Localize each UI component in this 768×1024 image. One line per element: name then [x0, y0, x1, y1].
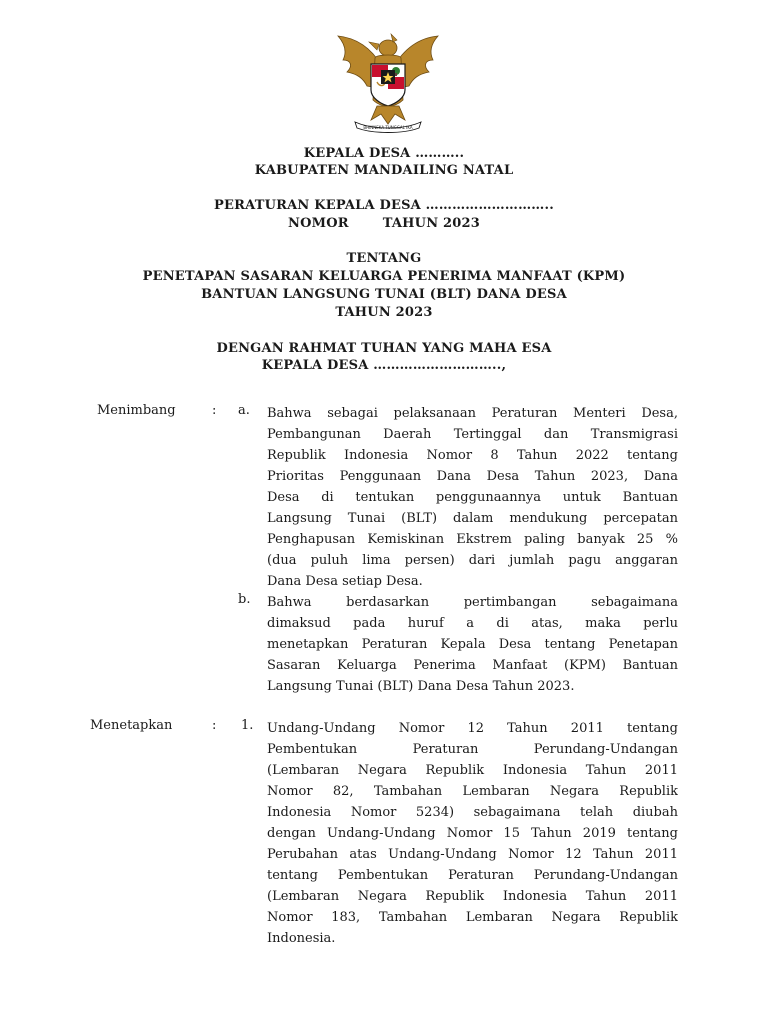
- menetapkan-item-1: [267, 718, 678, 949]
- menimbang-colon: :: [212, 403, 217, 418]
- text-line: Dana Desa setiap Desa.: [267, 574, 423, 589]
- text-line: Indonesia Nomor 5234) sebagaimana telah diubah: [267, 805, 678, 820]
- text-line: Penghapusan Kemiskinan Ekstrem paling banyak 25 %: [267, 532, 678, 547]
- header-kepala-desa: KEPALA DESA ………..: [303, 146, 465, 161]
- text-line: (Lembaran Negara Republik Indonesia Tahun 2011: [267, 889, 678, 904]
- header-rahmat: DENGAN RAHMAT TUHAN YANG MAHA ESA: [216, 341, 552, 356]
- text-line: menetapkan Peraturan Kepala Desa tentang Penetapan: [267, 637, 678, 652]
- menetapkan-label: Menetapkan: [90, 718, 173, 733]
- text-line: Indonesia.: [267, 931, 336, 946]
- header-nomor: NOMOR: [288, 216, 349, 231]
- header-tahun: TAHUN 2023: [382, 216, 480, 231]
- menimbang-label: Menimbang: [97, 403, 176, 418]
- header-peraturan: PERATURAN KEPALA DESA ………………………..: [214, 198, 554, 213]
- text-line: tentang Pembentukan Peraturan Perundang-Undangan: [267, 868, 678, 883]
- header-nomor-tahun: [0, 216, 768, 231]
- text-line: Undang-Undang Nomor 12 Tahun 2011 tentang: [267, 721, 678, 736]
- menimbang-item-a: [267, 403, 678, 592]
- item-marker-b: b.: [238, 592, 251, 607]
- item-marker-1: 1.: [241, 718, 254, 733]
- text-line: Bahwa berdasarkan pertimbangan sebagaimana: [267, 595, 678, 610]
- header-kepala-desa-2: KEPALA DESA ………………………..,: [261, 358, 507, 373]
- header-title-line-3: TAHUN 2023: [335, 305, 433, 320]
- text-line: (dua puluh lima persen) dari jumlah pagu anggaran: [267, 553, 678, 568]
- text-line: Langsung Tunai (BLT) dalam mendukung percepatan: [267, 511, 678, 526]
- text-line: Prioritas Penggunaan Dana Desa Tahun 2023, Dana: [267, 469, 678, 484]
- text-line: Bahwa sebagai pelaksanaan Peraturan Menteri Desa,: [267, 406, 678, 421]
- text-line: Nomor 183, Tambahan Lembaran Negara Republik: [267, 910, 678, 925]
- text-line: Langsung Tunai (BLT) Dana Desa Tahun 2023.: [267, 679, 575, 694]
- header-title-line-1: PENETAPAN SASARAN KELUARGA PENERIMA MANFAAT (KPM): [142, 269, 626, 284]
- text-line: Sasaran Keluarga Penerima Manfaat (KPM) Bantuan: [267, 658, 678, 673]
- text-line: Pembentukan Peraturan Perundang-Undangan: [267, 742, 678, 757]
- text-line: Republik Indonesia Nomor 8 Tahun 2022 tentang: [267, 448, 678, 463]
- svg-text:BHINNEKA TUNGGAL IKA: BHINNEKA TUNGGAL IKA: [363, 125, 413, 130]
- text-line: dengan Undang-Undang Nomor 15 Tahun 2019 tentang: [267, 826, 678, 841]
- text-line: Pembangunan Daerah Tertinggal dan Transmigrasi: [267, 427, 678, 442]
- header-tentang: TENTANG: [346, 251, 422, 266]
- menetapkan-colon: :: [212, 718, 217, 733]
- garuda-emblem: [333, 30, 443, 135]
- header-kabupaten: KABUPATEN MANDAILING NATAL: [254, 163, 514, 178]
- text-line: Perubahan atas Undang-Undang Nomor 12 Tahun 2011: [267, 847, 678, 862]
- text-line: Nomor 82, Tambahan Lembaran Negara Republik: [267, 784, 678, 799]
- text-line: dimaksud pada huruf a di atas, maka perlu: [267, 616, 678, 631]
- text-line: (Lembaran Negara Republik Indonesia Tahun 2011: [267, 763, 678, 778]
- text-line: Desa di tentukan penggunaannya untuk Bantuan: [267, 490, 678, 505]
- menimbang-item-b: [267, 592, 678, 697]
- item-marker-a: a.: [238, 403, 250, 418]
- header-title-line-2: BANTUAN LANGSUNG TUNAI (BLT) DANA DESA: [201, 287, 567, 302]
